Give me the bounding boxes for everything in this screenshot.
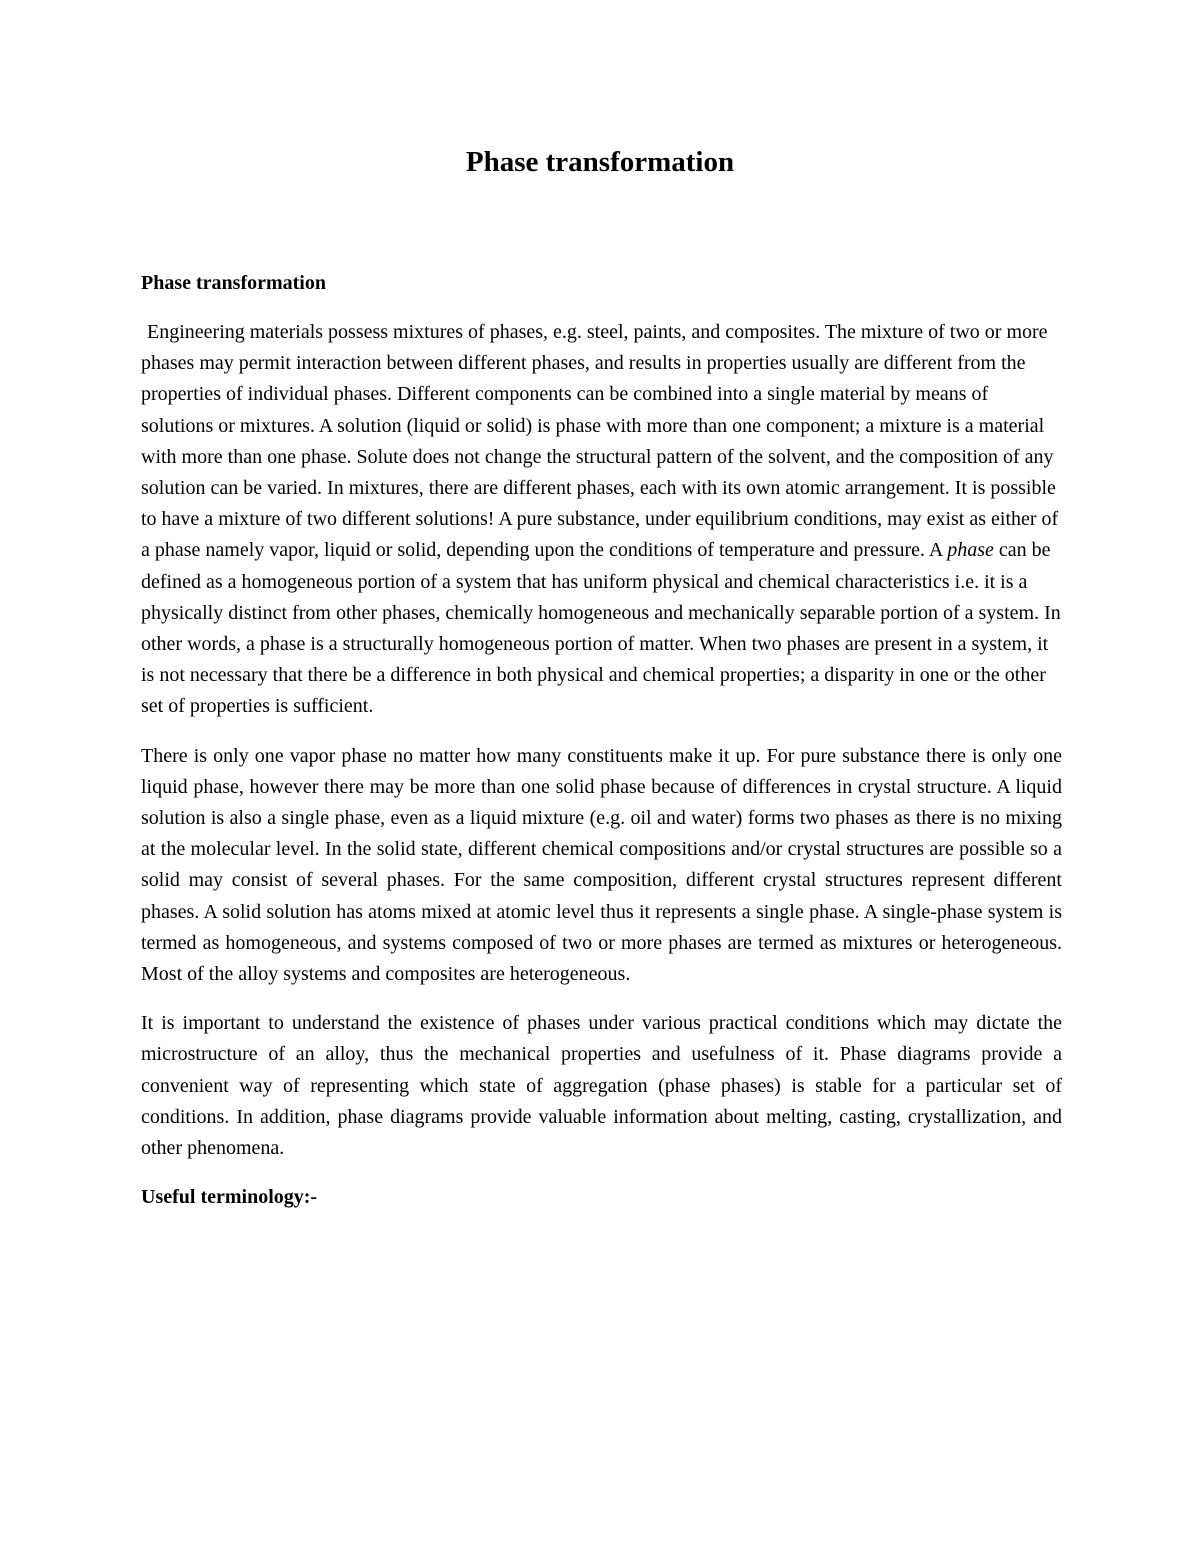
paragraph-vapor-phase: There is only one vapor phase no matter how many constituents make it up. For pure substance there is only one liquid phase, however there may be more than one solid phase because of differences in crystal structure. A liquid solution is also a single phase, even as a liquid mixture (e.g. oil and water) forms two phases as there is no mixing at the molecular level. In the solid state, different chemical compositions and/or crystal structures are possible so a solid may consist of several phases. For the same composition, different crystal structures represent different phases. A solid solution has atoms mixed at atomic level thus it represents a single phase. A single-phase system is termed as homogeneous, and systems composed of two or more phases are termed as mixtures or heterogeneous. Most of the alloy systems and composites are heterogeneous.	[141, 744, 1062, 986]
paragraph-intro-text-a: Engineering materials possess mixtures of phases, e.g. steel, paints, and composites. The mixture of two or more phases may permit interaction between different phases, and results in properties usually are different from the properties of individual phases. Different components can be combined into a single material by means of solutions or mixtures. A solution (liquid or solid) is phase with more than one component; a mixture is a material with more than one phase. Solute does not change the structural pattern of the solvent, and the composition of any solution can be varied. In mixtures, there are different phases, each with its own atomic arrangement. It is possible to have a mixture of two different solutions! A pure substance, under equilibrium conditions, may exist as either of a phase namely vapor, liquid or solid, depending upon the conditions of temperature and pressure. A	[141, 321, 1059, 562]
paragraph-intro-text-b: can be defined as a homogeneous portion of a system that has uniform physical and chemical characteristics i.e. it is a physically distinct from other phases, chemically homogeneous and mechanically separable portion of a system. In other words, a phase is a structurally homogeneous portion of matter. When two phases are present in a system, it is not necessary that there be a difference in both physical and chemical properties; a disparity in one or the other set of properties is sufficient.	[141, 539, 1061, 718]
italic-term-phase: phase	[947, 539, 994, 562]
page-title: Phase transformation	[465, 146, 735, 178]
section-heading: Phase transformation	[141, 272, 326, 294]
paragraph-phase-diagrams: It is important to understand the existence of phases under various practical conditions which may dictate the microstructure of an alloy, thus the mechanical properties and usefulness of it. Phase diagrams provide a convenient way of representing which state of aggregation (phase phases) is stable for a particular set of conditions. In addition, phase diagrams provide valuable information about melting, casting, crystallization, and other phenomena.	[141, 1012, 1062, 1160]
paragraph-intro	[141, 317, 1062, 723]
useful-terminology-heading: Useful terminology:-	[141, 1186, 318, 1209]
document-body	[141, 268, 1062, 1213]
